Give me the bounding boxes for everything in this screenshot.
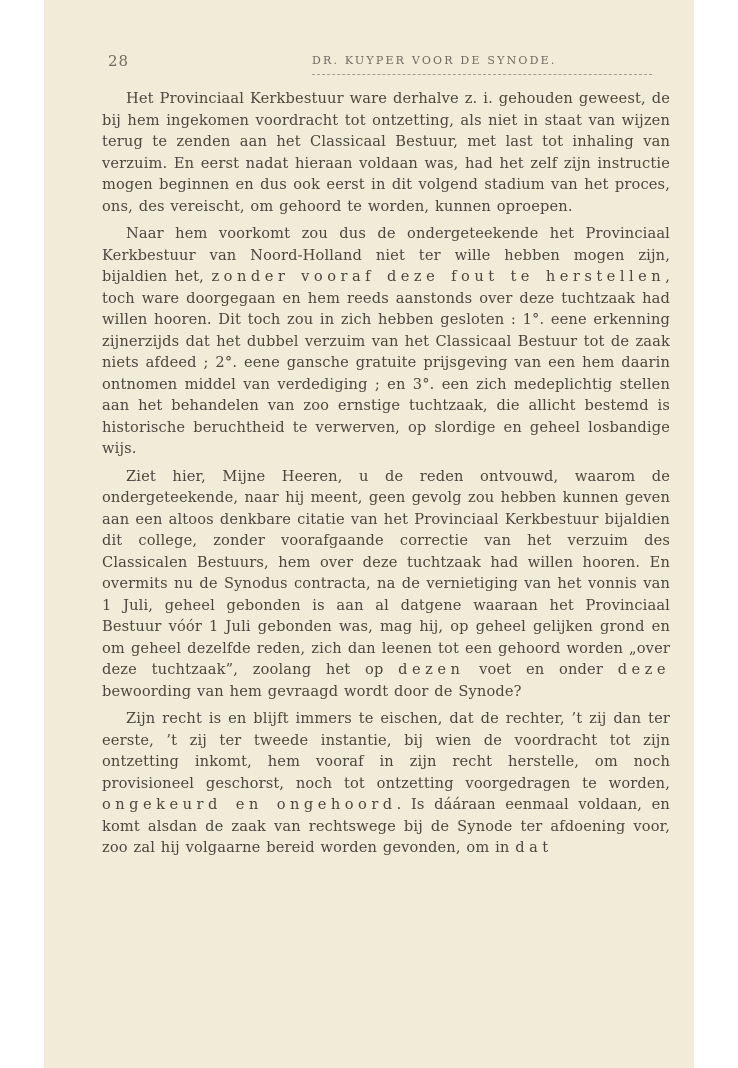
text-run: . Is dááraan eenmaal voldaan, en komt alsdan de zaak van rechtswege bij de Synode ter afdoening voor, zoo zal hij volgaarne bereid worden gevonden, om in (102, 796, 670, 856)
text-run: Zijn recht is en blijft immers te eischen, dat de rechter, ’t zij dan ter eerste, ’t zij ter tweede instantie, bij wien de voordracht tot zijn ontzetting inkomt, hem vooraf in zijn recht herstelle, om noch provisioneel geschorst, noch tot ontzetting voorgedragen te worden, (102, 710, 670, 792)
text-run: bewoording van hem gevraagd wordt door de Synode? (102, 682, 522, 700)
spaced-emphasis: ongekeurd en ongehoord (102, 796, 397, 813)
text-run: voet en onder (464, 661, 618, 678)
page-body (102, 88, 670, 865)
page-number: 28 (108, 52, 130, 70)
spaced-emphasis: dezen (398, 661, 465, 678)
paragraph-3 (102, 466, 670, 703)
paragraph-2 (102, 223, 670, 460)
spaced-emphasis: zonder vooraf deze fout te herstellen (211, 268, 666, 285)
spaced-emphasis: deze (617, 661, 670, 678)
text-run: Naar hem voorkomt zou dus de ondergeteekende het Provinciaal Kerkbestuur van Noord-Holland niet ter wille hebben mogen zijn, bijaldien het, (102, 225, 670, 285)
text-run: , toch ware doorgegaan en hem reeds aanstonds over deze tuchtzaak had willen hooren. Dit toch zou in zich hebben gesloten : 1°. eene erkenning zijnerzijds dat het dubbel verzuim van het Classicaal Bestuur tot de zaak niets afdeed ; 2°. eene gansche gratuite prijsgeving van een hem daarin ontnomen middel van verdediging ; en 3°. een zich medeplichtig stellen aan het behandelen van zoo ernstige tuchtzaak, die allicht bestemd is historische beruchtheid te verwerven, op slordige en geheel losbandige wijs. (102, 268, 670, 457)
text-run: Ziet hier, Mijne Heeren, u de reden ontvouwd, waarom de ondergeteekende, naar hij meent, geen gevolg zou hebben kunnen geven aan een altoos denkbare citatie van het Provinciaal Kerkbestuur bijaldien dit college, zonder voorafgaande correctie van het verzuim des Classicalen Bestuurs, hem over deze tuchtzaak had willen hooren. En overmits nu de Synodus contracta, na de vernietiging van het vonnis van 1 Juli, geheel gebonden is aan al datgene waaraan het Provinciaal Bestuur vóór 1 Juli gebonden was, mag hij, op geheel gelijken grond en om geheel dezelfde reden, zich dan leenen tot een gehoord worden „over deze tuchtzaak”, zoolang het op (102, 467, 670, 678)
paragraph-1 (102, 88, 670, 217)
header-rule (312, 74, 652, 75)
page-margin (694, 0, 738, 1068)
paragraph-4 (102, 708, 670, 859)
running-title: DR. KUYPER VOOR DE SYNODE. (312, 54, 557, 67)
page-header (64, 52, 674, 80)
text-run: Het Provinciaal Kerkbestuur ware derhalve z. i. gehouden geweest, de bij hem ingekomen voordracht tot ontzetting, als niet in staat van wijzen terug te zenden aan het Classicaal Bestuur, met last tot inhaling van verzuim. En eerst nadat hieraan voldaan was, had het zelf zijn instructie mogen beginnen en dus ook eerst in dit volgend stadium van het proces, ons, des vereischt, om gehoord te worden, kunnen oproepen. (102, 90, 670, 215)
spaced-emphasis: dat (515, 839, 553, 856)
